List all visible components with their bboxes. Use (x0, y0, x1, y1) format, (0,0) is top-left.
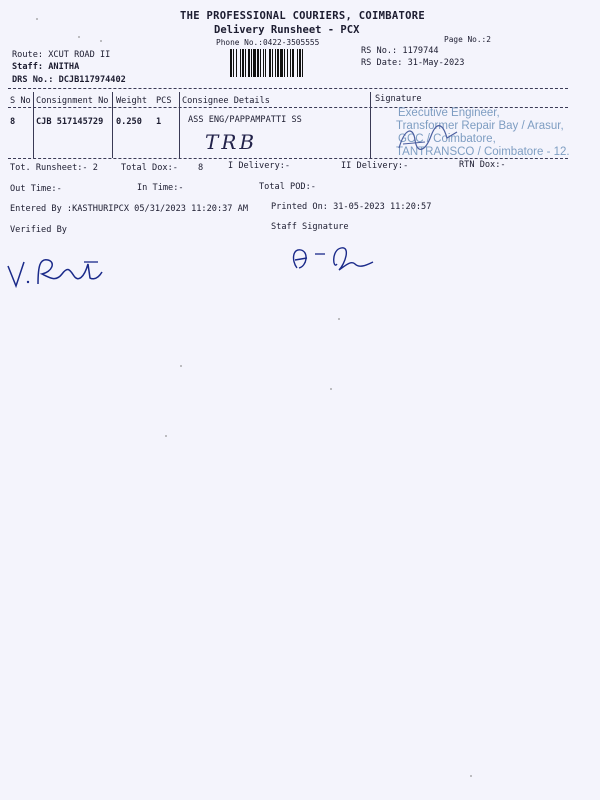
column-divider (370, 92, 371, 158)
stamp-line: Transformer Repair Bay / Arasur, (396, 120, 564, 132)
row-pcs: 1 (156, 117, 162, 127)
col-header-consignment: Consignment No (36, 96, 109, 106)
scan-speck (100, 40, 102, 42)
ii-delivery: II Delivery:- (341, 161, 409, 171)
document-title: Delivery Runsheet - PCX (214, 24, 360, 36)
route: Route: XCUT ROAD II (12, 50, 111, 60)
stamp-line: TANTRANSCO / Coimbatore - 12. (396, 146, 570, 158)
printed-on: Printed On: 31-05-2023 11:20:57 (271, 202, 432, 212)
row-consignment-no: CJB 517145729 (36, 117, 104, 127)
stamp-line: GCC / Coimbatore, (398, 133, 496, 145)
drs-number: DRS No.: DCJB117974402 (12, 75, 126, 85)
rs-number: RS No.: 1179744 (361, 46, 439, 56)
col-header-sno: S No (10, 96, 31, 106)
entered-by: Entered By :KASTHURIPCX 05/31/2023 11:20:37 AM (10, 204, 248, 214)
staff-signature-label: Staff Signature (271, 222, 349, 232)
scan-speck (330, 388, 332, 390)
in-time: In Time:- (137, 183, 184, 193)
out-time: Out Time:- (10, 184, 62, 194)
scan-speck (180, 365, 182, 367)
col-header-pcs: PCS (156, 96, 172, 106)
stamp-signature (395, 118, 475, 158)
row-consignee: ASS ENG/PAPPAMPATTI SS (188, 115, 302, 125)
i-delivery: I Delivery:- (228, 161, 291, 171)
total-pod: Total POD:- (259, 182, 316, 192)
col-header-consignee: Consignee Details (182, 96, 270, 106)
rs-date: RS Date: 31-May-2023 (361, 58, 465, 68)
handwritten-trb: TRB (205, 130, 258, 154)
total-runsheet: Tot. Runsheet:- 2 (10, 163, 98, 173)
column-divider (112, 92, 113, 158)
phone-number: Phone No.:0422-3505555 (216, 38, 320, 47)
col-header-weight: Weight (116, 96, 148, 106)
scan-speck (338, 318, 340, 320)
total-dox-label: Total Dox:- (121, 163, 178, 173)
row-sno: 8 (10, 117, 16, 127)
scan-speck (165, 435, 167, 437)
rtn-dox: RTN Dox:- (459, 160, 506, 170)
staff-name: Staff: ANITHA (12, 62, 80, 72)
scan-speck (470, 775, 472, 777)
col-header-signature: Signature (375, 94, 422, 104)
total-dox-value: 8 (198, 163, 204, 173)
verified-by-label: Verified By (10, 225, 67, 235)
scan-speck (78, 36, 80, 38)
scan-speck (36, 18, 38, 20)
column-divider (33, 92, 34, 158)
row-weight: 0.250 (116, 117, 142, 127)
barcode (230, 49, 352, 77)
barcode-bar (303, 49, 305, 77)
verified-by-signature (4, 252, 114, 292)
column-divider (179, 92, 180, 158)
staff-signature-mark (285, 240, 380, 276)
company-name: THE PROFESSIONAL COURIERS, COIMBATORE (180, 10, 425, 22)
table-top-rule (8, 88, 568, 89)
page-number: Page No.:2 (444, 35, 491, 44)
stamp-line: Executive Engineer, (398, 107, 500, 119)
